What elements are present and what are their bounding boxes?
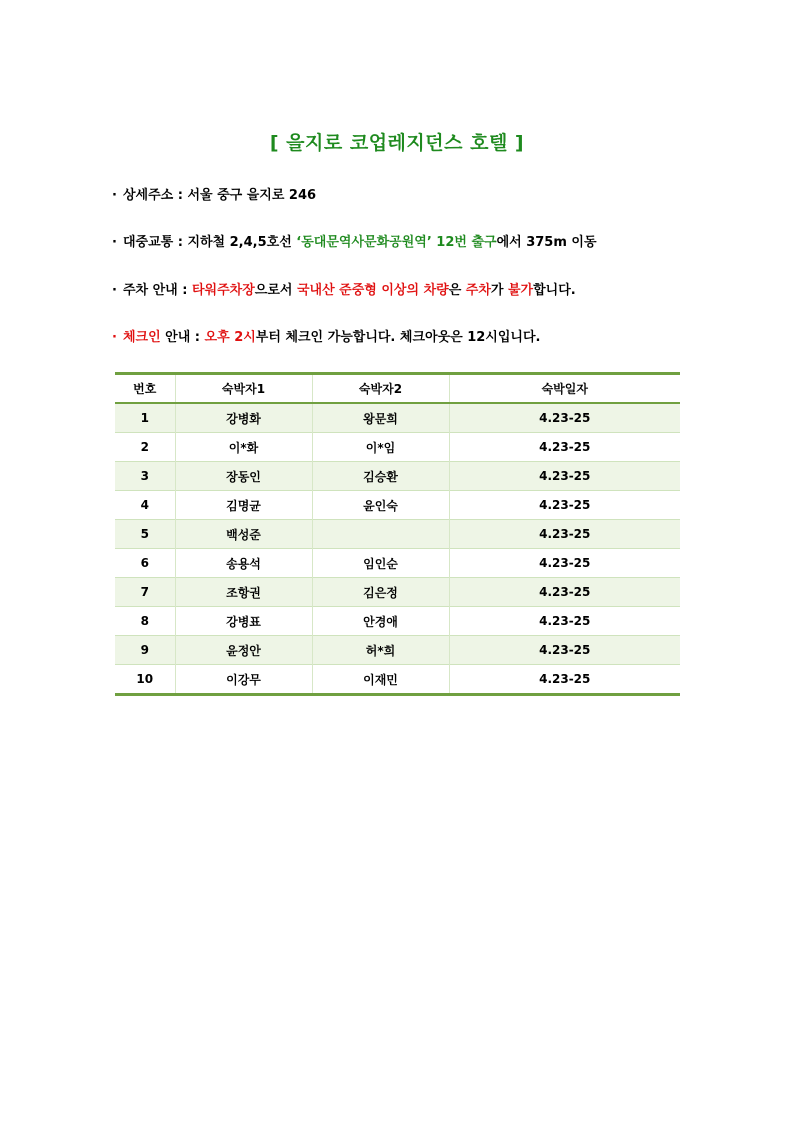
parking-type: 타워주차장 — [191, 283, 255, 298]
bullet: · — [112, 235, 117, 250]
cell-guest2: 이재민 — [312, 665, 449, 695]
checkin-line — [112, 326, 540, 345]
table-row — [115, 636, 680, 665]
cell-guest1: 백성준 — [175, 520, 312, 549]
cell-guest2: 허*희 — [312, 636, 449, 665]
checkin-label-rest: 안내 : — [160, 330, 205, 345]
table-row — [115, 578, 680, 607]
transit-station: ‘동대문역사문화공원역’ 12번 출구 — [296, 235, 497, 250]
cell-date: 4.23-25 — [449, 578, 680, 607]
parking-word: 주차 — [465, 283, 491, 298]
cell-guest2: 임인순 — [312, 549, 449, 578]
bullet: · — [112, 330, 117, 345]
checkin-time: 오후 2시 — [204, 330, 256, 345]
parking-not-allowed: 불가 — [508, 283, 534, 298]
checkin-label: 체크인 — [122, 330, 161, 345]
cell-guest1: 장동인 — [175, 462, 312, 491]
transit-line — [112, 231, 597, 250]
cell-number: 3 — [115, 462, 175, 491]
cell-number: 4 — [115, 491, 175, 520]
cell-guest2: 윤인숙 — [312, 491, 449, 520]
cell-guest1: 김명균 — [175, 491, 312, 520]
parking-text: 으로서 — [254, 283, 297, 298]
table-row — [115, 665, 680, 695]
cell-guest1: 이*화 — [175, 433, 312, 462]
cell-guest2 — [312, 520, 449, 549]
cell-number: 2 — [115, 433, 175, 462]
cell-date: 4.23-25 — [449, 636, 680, 665]
header-date: 숙박일자 — [449, 374, 680, 404]
cell-guest1: 강병화 — [175, 403, 312, 433]
cell-date: 4.23-25 — [449, 403, 680, 433]
cell-number: 1 — [115, 403, 175, 433]
cell-number: 7 — [115, 578, 175, 607]
transit-label: 대중교통 : — [122, 235, 188, 250]
table-row — [115, 403, 680, 433]
address-line — [112, 184, 316, 203]
cell-guest2: 이*임 — [312, 433, 449, 462]
parking-text: 합니다. — [533, 283, 576, 298]
table-row — [115, 491, 680, 520]
bullet: · — [112, 283, 117, 298]
bullet: · — [112, 188, 117, 203]
table-row — [115, 607, 680, 636]
cell-guest1: 윤정안 — [175, 636, 312, 665]
cell-date: 4.23-25 — [449, 433, 680, 462]
cell-guest2: 왕문희 — [312, 403, 449, 433]
cell-number: 5 — [115, 520, 175, 549]
parking-text: 은 — [448, 283, 466, 298]
cell-date: 4.23-25 — [449, 665, 680, 695]
cell-guest1: 조항권 — [175, 578, 312, 607]
cell-number: 9 — [115, 636, 175, 665]
checkin-rest: 부터 체크인 가능합니다. 체크아웃은 12시입니다. — [255, 330, 541, 345]
parking-text: 가 — [490, 283, 508, 298]
cell-number: 6 — [115, 549, 175, 578]
cell-guest2: 김은정 — [312, 578, 449, 607]
transit-rest: 에서 375m 이동 — [496, 235, 597, 250]
page-title: [ 을지로 코업레지던스 호텔 ] — [269, 132, 525, 154]
cell-date: 4.23-25 — [449, 462, 680, 491]
cell-guest2: 김승환 — [312, 462, 449, 491]
cell-date: 4.23-25 — [449, 491, 680, 520]
header-guest2: 숙박자2 — [312, 374, 449, 404]
guest-table — [115, 372, 680, 696]
cell-guest2: 안경애 — [312, 607, 449, 636]
parking-label: 주차 안내 : — [122, 283, 192, 298]
cell-guest1: 강병표 — [175, 607, 312, 636]
cell-date: 4.23-25 — [449, 549, 680, 578]
table-row — [115, 520, 680, 549]
cell-guest1: 송용석 — [175, 549, 312, 578]
cell-guest1: 이강무 — [175, 665, 312, 695]
table-row — [115, 433, 680, 462]
cell-number: 10 — [115, 665, 175, 695]
address-value: 서울 중구 을지로 246 — [187, 188, 317, 203]
transit-line-text: 지하철 2,4,5호선 — [187, 235, 297, 250]
cell-date: 4.23-25 — [449, 607, 680, 636]
table-row — [115, 462, 680, 491]
table-row — [115, 549, 680, 578]
address-label: 상세주소 : — [122, 188, 188, 203]
header-number: 번호 — [115, 374, 175, 404]
cell-number: 8 — [115, 607, 175, 636]
parking-line — [112, 279, 576, 298]
cell-date: 4.23-25 — [449, 520, 680, 549]
table-header-row — [115, 374, 680, 404]
parking-vehicle: 국내산 준중형 이상의 차량 — [296, 283, 449, 298]
header-guest1: 숙박자1 — [175, 374, 312, 404]
